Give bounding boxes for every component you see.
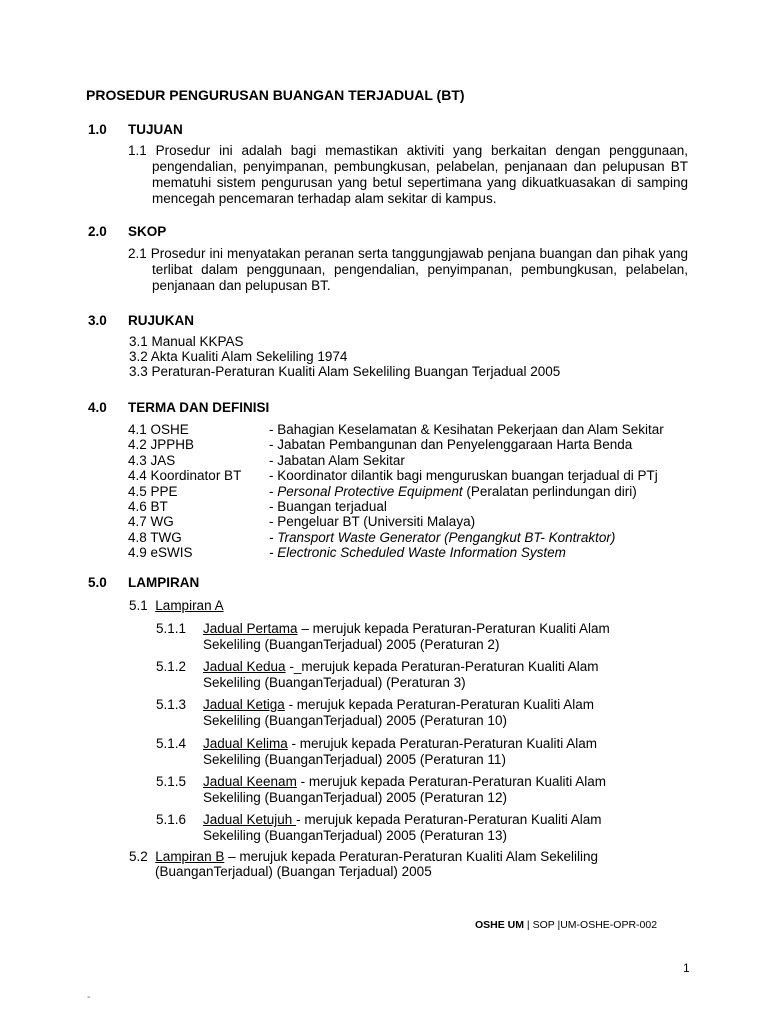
schedule-name: Jadual Ketujuh	[203, 812, 297, 827]
schedule-name: Jadual Ketiga	[203, 697, 285, 712]
page-number: 1	[683, 961, 690, 975]
section-5-title: LAMPIRAN	[128, 575, 200, 590]
schedule-text	[203, 621, 643, 653]
term-label: 4.9 eSWIS	[128, 545, 193, 560]
schedule-description-cont: Sekeliling (BuanganTerjadual) (Peraturan 3)	[203, 675, 466, 690]
attachment-a-heading	[129, 598, 224, 614]
schedule-description-cont: Sekeliling (BuanganTerjadual) 2005 (Peraturan 12)	[203, 790, 507, 805]
section-1-paragraph-number: 1.1	[128, 143, 147, 158]
schedule-number: 5.1.2	[156, 659, 187, 674]
section-5-number: 5.0	[88, 575, 107, 590]
section-1-title: TUJUAN	[128, 122, 183, 137]
section-3-title: RUJUKAN	[128, 313, 195, 328]
schedule-text	[203, 736, 643, 768]
reference-item: 3.2 Akta Kualiti Alam Sekeliling 1974	[129, 349, 348, 364]
schedule-number: 5.1.4	[156, 736, 187, 751]
section-2-paragraph-number: 2.1	[128, 246, 147, 261]
attachment-b-description-cont: (BuanganTerjadual) (Buangan Terjadual) 2005	[155, 864, 432, 879]
attachment-a-number: 5.1	[129, 598, 148, 613]
schedule-description: - merujuk kepada Peraturan-Peraturan Kualiti Alam	[287, 736, 597, 751]
schedule-number: 5.1.3	[156, 697, 187, 712]
schedule-number: 5.1.5	[156, 774, 187, 789]
term-label: 4.3 JAS	[128, 453, 176, 468]
schedule-description: – merujuk kepada Peraturan-Peraturan Kualiti Alam	[297, 621, 610, 636]
section-1-paragraph-text: Prosedur ini adalah bagi memastikan aktiviti yang berkaitan dengan penggunaan, pengendalian, penyimpanan, pembungkusan, pelabelan, penjanaan dan pelupusan BT mematuhi sistem pengurusan yang betul sepertimana yang dikuatkuasakan di samping mencegah pencemaran terhadap alam sekitar di kampus.	[152, 143, 688, 206]
schedule-name: Jadual Keenam	[203, 774, 297, 789]
section-2-paragraph	[128, 246, 688, 294]
term-label: 4.6 BT	[128, 499, 168, 514]
schedule-text	[203, 697, 643, 729]
section-2-title: SKOP	[128, 224, 167, 239]
attachment-b-heading	[129, 849, 598, 865]
schedule-text	[203, 774, 643, 806]
term-definition: - Koordinator dilantik bagi menguruskan buangan terjadual di PTj	[269, 468, 658, 483]
section-4-title: TERMA DAN DEFINISI	[128, 400, 270, 415]
section-2-number: 2.0	[88, 224, 107, 239]
attachment-b-description: – merujuk kepada Peraturan-Peraturan Kualiti Alam Sekeliling	[224, 849, 599, 864]
attachment-b-title: Lampiran B	[155, 849, 225, 864]
section-1-paragraph	[128, 143, 688, 207]
footer-sop: | SOP |	[524, 919, 561, 931]
schedule-name: Jadual Kelima	[203, 736, 288, 751]
schedule-description-cont: Sekeliling (BuanganTerjadual) 2005 (Peraturan 11)	[203, 752, 506, 767]
schedule-description-cont: Sekeliling (BuanganTerjadual) 2005 (Peraturan 13)	[203, 828, 507, 843]
term-label: 4.2 JPPHB	[128, 437, 195, 452]
section-2-paragraph-text: Prosedur ini menyatakan peranan serta tanggungjawab penjana buangan dan pihak yang terlibat dalam penggunaan, pengendalian, penyimpanan, pembungkusan, pelabelan, penjanaan dan pelupusan BT.	[150, 246, 688, 293]
schedule-description-cont: Sekeliling (BuanganTerjadual) 2005 (Peraturan 10)	[203, 713, 507, 728]
attachment-b-number: 5.2	[129, 849, 148, 864]
term-definition: - Transport Waste Generator (Pengangkut BT- Kontraktor)	[269, 530, 616, 545]
term-label: 4.5 PPE	[128, 484, 178, 499]
schedule-number: 5.1.1	[156, 621, 187, 636]
schedule-text	[203, 812, 643, 844]
term-definition: - Bahagian Keselamatan & Kesihatan Pekerjaan dan Alam Sekitar	[269, 422, 664, 437]
term-definition-italic: Personal Protective Equipment	[277, 484, 463, 499]
section-3-number: 3.0	[88, 313, 107, 328]
term-label: 4.8 TWG	[128, 530, 182, 545]
term-definition: - Pengeluar BT (Universiti Malaya)	[269, 514, 476, 529]
term-definition-prefix: -	[269, 484, 278, 499]
schedule-description: -_merujuk kepada Peraturan-Peraturan Kualiti Alam	[285, 659, 599, 674]
schedule-name: Jadual Pertama	[203, 621, 298, 636]
term-definition: - Buangan terjadual	[269, 499, 387, 514]
reference-item: 3.1 Manual KKPAS	[129, 334, 244, 349]
bottom-mark: -	[87, 992, 91, 1003]
schedule-number: 5.1.6	[156, 812, 187, 827]
term-label: 4.1 OSHE	[128, 422, 189, 437]
footer-code: UM-OSHE-OPR-002	[560, 919, 658, 931]
term-definition-suffix: (Peralatan perlindungan diri)	[462, 484, 637, 499]
term-definition: - Jabatan Pembangunan dan Penyelenggaraan Harta Benda	[269, 437, 633, 452]
section-1-number: 1.0	[88, 122, 107, 137]
document-title: PROSEDUR PENGURUSAN BUANGAN TERJADUAL (BT)	[86, 87, 465, 103]
document-footer	[475, 919, 657, 931]
schedule-name: Jadual Kedua	[203, 659, 286, 674]
term-definition: - Electronic Scheduled Waste Information System	[269, 545, 566, 560]
schedule-description: - merujuk kepada Peraturan-Peraturan Kualiti Alam	[296, 812, 602, 827]
attachment-a-title: Lampiran A	[155, 598, 224, 613]
term-label: 4.4 Koordinator BT	[128, 468, 242, 483]
term-label: 4.7 WG	[128, 514, 174, 529]
reference-item: 3.3 Peraturan-Peraturan Kualiti Alam Sekeliling Buangan Terjadual 2005	[129, 364, 561, 379]
term-definition	[269, 484, 637, 500]
footer-org: OSHE UM	[475, 919, 525, 931]
schedule-description: - merujuk kepada Peraturan-Peraturan Kualiti Alam	[284, 697, 594, 712]
schedule-text	[203, 659, 643, 691]
schedule-description: - merujuk kepada Peraturan-Peraturan Kualiti Alam	[296, 774, 606, 789]
section-4-number: 4.0	[88, 400, 107, 415]
schedule-description-cont: Sekeliling (BuanganTerjadual) 2005 (Peraturan 2)	[203, 637, 500, 652]
term-definition: - Jabatan Alam Sekitar	[269, 453, 405, 468]
